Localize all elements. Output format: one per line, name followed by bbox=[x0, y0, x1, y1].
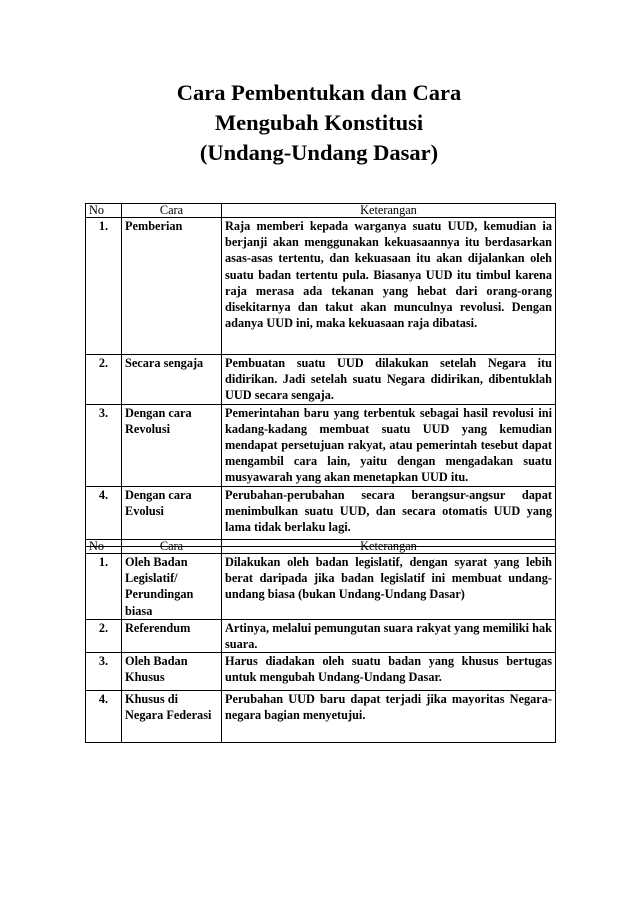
header-keterangan: Keterangan bbox=[222, 540, 556, 554]
table-row bbox=[86, 554, 556, 620]
row-keterangan: Pembuatan suatu UUD dilakukan setelah Negara itu didirikan. Jadi setelah suatu Negara didirikan, dibentuklah UUD secara sengaja. bbox=[222, 355, 556, 405]
row-no: 3. bbox=[86, 404, 122, 486]
row-cara: Pemberian bbox=[122, 218, 222, 355]
row-keterangan: Raja memberi kepada warganya suatu UUD, kemudian ia berjanji akan menggunakan kekuasaannya itu berdasarkan asas-asas tertentu, dan kekuasaan itu akan dijalankan oleh suatu badan tertentu pula. Biasanya UUD itu timbul karena raja merasa ada tekanan yang hebat dari orang-orang disekitarnya dan takut akan munculnya revolusi. Dengan adanya UUD ini, maka kekuasaan raja dibatasi. bbox=[222, 218, 556, 355]
table-row bbox=[86, 486, 556, 546]
row-cara: Secara sengaja bbox=[122, 355, 222, 405]
table-row bbox=[86, 691, 556, 743]
document-title bbox=[0, 78, 638, 168]
table-row bbox=[86, 355, 556, 405]
table-row bbox=[86, 218, 556, 355]
row-no: 4. bbox=[86, 691, 122, 743]
header-no: No bbox=[86, 540, 122, 554]
header-cara: Cara bbox=[122, 204, 222, 218]
header-keterangan: Keterangan bbox=[222, 204, 556, 218]
table-row bbox=[86, 404, 556, 486]
row-cara: Oleh Badan Legislatif/ Perundingan biasa bbox=[122, 554, 222, 620]
row-no: 2. bbox=[86, 355, 122, 405]
row-keterangan: Pemerintahan baru yang terbentuk sebagai hasil revolusi ini kadang-kadang membuat suatu UUD yang kemudian mendapat persetujuan rakyat, atau pemerintah tesebut dapat mengambil cara lain, yaitu dengan mengadakan suatu musyawarah yang akan menetapkan UUD itu. bbox=[222, 404, 556, 486]
header-no: No bbox=[86, 204, 122, 218]
row-cara: Oleh Badan Khusus bbox=[122, 653, 222, 691]
row-no: 2. bbox=[86, 619, 122, 652]
row-no: 1. bbox=[86, 218, 122, 355]
row-keterangan: Perubahan UUD baru dapat terjadi jika mayoritas Negara-negara bagian menyetujui. bbox=[222, 691, 556, 743]
table-row bbox=[86, 619, 556, 652]
title-line-2: Mengubah Konstitusi bbox=[214, 110, 424, 135]
perubahan-table bbox=[85, 539, 556, 743]
pembentukan-table bbox=[85, 203, 556, 547]
row-no: 4. bbox=[86, 486, 122, 546]
row-cara: Dengan cara Revolusi bbox=[122, 404, 222, 486]
row-no: 1. bbox=[86, 554, 122, 620]
row-cara: Referendum bbox=[122, 619, 222, 652]
row-keterangan: Harus diadakan oleh suatu badan yang khusus bertugas untuk mengubah Undang-Undang Dasar. bbox=[222, 653, 556, 691]
row-cara: Dengan cara Evolusi bbox=[122, 486, 222, 546]
table-header-row bbox=[86, 540, 556, 554]
row-no: 3. bbox=[86, 653, 122, 691]
table-header-row bbox=[86, 204, 556, 218]
row-keterangan: Artinya, melalui pemungutan suara rakyat yang memiliki hak suara. bbox=[222, 619, 556, 652]
table-row bbox=[86, 653, 556, 691]
row-keterangan: Perubahan-perubahan secara berangsur-angsur dapat menimbulkan suatu UUD, dan secara otomatis UUD yang lama tidak berlaku lagi. bbox=[222, 486, 556, 546]
row-cara: Khusus di Negara Federasi bbox=[122, 691, 222, 743]
title-line-1: Cara Pembentukan dan Cara bbox=[176, 80, 462, 105]
row-keterangan: Dilakukan oleh badan legislatif, dengan syarat yang lebih berat daripada jika badan legislatif ini membuat undang-undang biasa (bukan Undang-Undang Dasar) bbox=[222, 554, 556, 620]
header-cara: Cara bbox=[122, 540, 222, 554]
title-line-3: (Undang-Undang Dasar) bbox=[199, 140, 439, 165]
